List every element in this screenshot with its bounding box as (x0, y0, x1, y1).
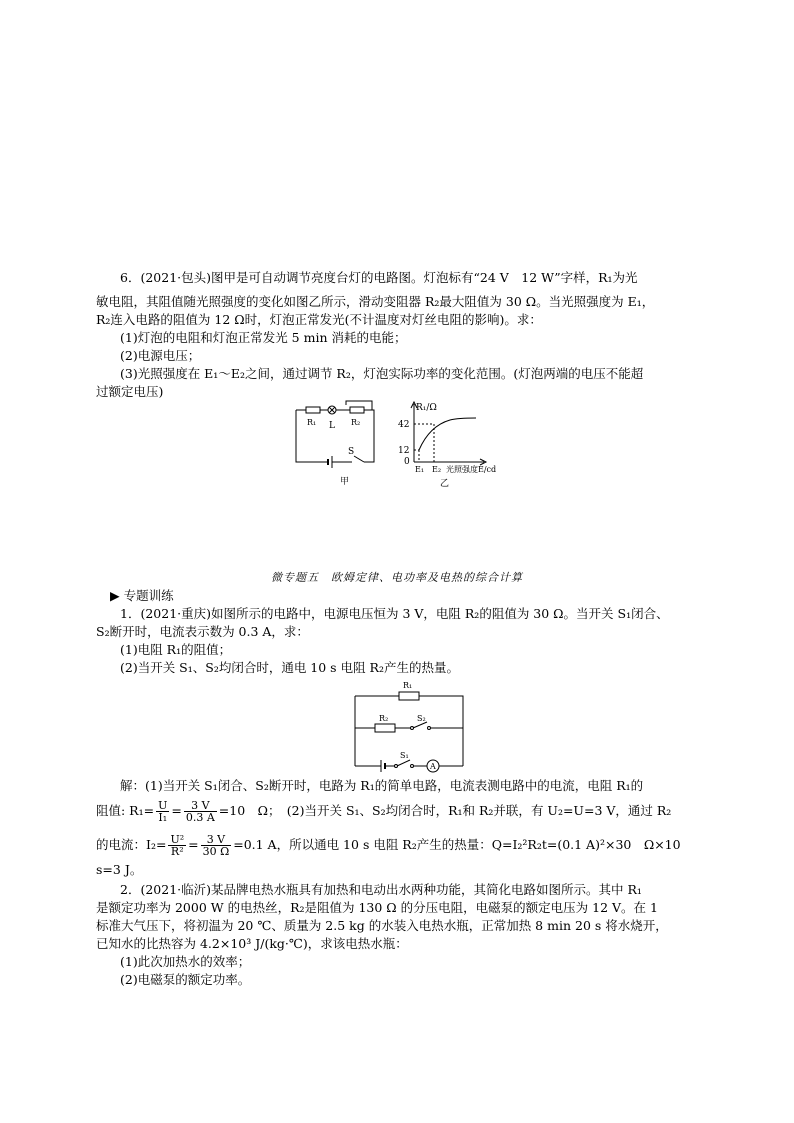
label-r1-jia: R₁ (307, 418, 317, 427)
tick-42: 42 (398, 420, 410, 430)
label-r2-jia: R₂ (351, 418, 361, 427)
q1-solution-line1: 解：(1)当开关 S₁闭合、S₂断开时，电路为 R₁的简单电路，电流表测电路中的电流，电阻 R₁的 (120, 778, 644, 793)
tick-e1: E₁ (415, 465, 425, 474)
label-r1-q1: R₁ (403, 681, 413, 690)
tick-12: 12 (398, 446, 410, 456)
ylabel-yi: R₁/Ω (416, 403, 437, 413)
q2-line3: 标准大气压下，将初温为 20 ℃、质量为 2.5 kg 的水装入电热水瓶，正常加热 8 min 20 s 将水烧开， (96, 918, 668, 933)
section-title: 微专题五 欧姆定律、电功率及电热的综合计算 (271, 571, 523, 584)
q1-sub2: (2)当开关 S₁、S₂均闭合时，通电 10 s 电阻 R₂产生的热量。 (120, 660, 459, 675)
circuit-figure-q1 (345, 676, 475, 776)
q6-line1: 6．(2021·包头)图甲是可自动调节亮度台灯的电路图。灯泡标有“24 V 12 W”字样，R₁为光 (120, 270, 638, 285)
q1-solution-line3: 的电流：I₂= $\frac{\text{U²}}{\text{R²}}$ = $\frac{3 V}{30 \Omega}$ =0.1 A，所以通电 10 s 电阻 R₂产生的热量：Q=I₂²R₂t=(0.1 A)²×30 Ω×10 (96, 833, 681, 858)
q2-line2: 是额定功率为 2000 W 的电热丝，R₂是阻值为 130 Ω 的分压电阻，电磁泵的额定电压为 12 V。在 1 (96, 900, 658, 915)
graph-figure-yi (392, 398, 542, 488)
q6-sub2: (2)电源电压； (120, 348, 201, 363)
q6-sub3b: 过额定电压) (96, 384, 164, 399)
label-s-jia: S (348, 447, 355, 457)
q1-sol2-post: =10 Ω； (2)当开关 S₁、S₂均闭合时，R₁和 R₂并联，有 U₂=U=3 V，通过 R₂ (218, 803, 672, 818)
q1-sol2-pre: 阻值: R₁= (96, 803, 155, 818)
q6-sub1: (1)灯泡的电阻和灯泡正常发光 5 min 消耗的电能； (120, 330, 407, 345)
q2-sub1: (1)此次加热水的效率； (120, 954, 251, 969)
label-l-jia: L (329, 421, 335, 431)
label-s1-q1: S₁ (400, 751, 409, 760)
xlabel-yi: 光照强度E/cd (446, 465, 497, 474)
q6-line3: R₂连入电路的阻值为 12 Ω时，灯泡正常发光(不计温度对灯丝电阻的影响)。求： (96, 312, 542, 327)
section-training-label: ▶ 专题训练 (110, 588, 174, 603)
caption-jia: 甲 (340, 477, 350, 487)
q1-solution-line4: s=3 J。 (96, 862, 143, 877)
q1-sub1: (1)电阻 R₁的阻值； (120, 642, 232, 657)
q1-line2: S₂断开时，电流表示数为 0.3 A，求： (96, 624, 309, 639)
label-s2-q1: S₂ (417, 714, 426, 723)
label-r2-q1: R₂ (379, 714, 389, 723)
q6-sub3a: (3)光照强度在 E₁～E₂之间，通过调节 R₂，灯泡实际功率的变化范围。(灯泡两端的电压不能超 (120, 366, 644, 381)
fraction-3v-over-30ohm: $\frac{3 V}{30 \Omega}$ (202, 833, 230, 858)
fraction-u-over-i: $\frac{U}{\text{I₁}}$ (158, 799, 168, 824)
q2-line1: 2．(2021·临沂)某品牌电热水瓶具有加热和电动出水两种功能，其简化电路如图所示。其中 R₁ (120, 882, 642, 897)
q2-line4: 已知水的比热容为 4.2×10³ J/(kg·℃)，求该电热水瓶： (96, 936, 408, 951)
caption-yi: 乙 (440, 479, 450, 488)
tick-origin: 0 (404, 457, 410, 467)
q1-sol3-post: =0.1 A，所以通电 10 s 电阻 R₂产生的热量：Q=I₂²R₂t=(0.1 A)²×30 Ω×10 (233, 837, 681, 852)
fraction-u2-over-r2: $\frac{\text{U²}}{\text{R²}}$ (170, 833, 185, 858)
circuit-figure-jia (290, 398, 400, 488)
q1-solution-line2: 阻值: R₁= $\frac{U}{\text{I₁}}$ = $\frac{3 V}{0.3 A}$ =10 Ω； (2)当开关 S₁、S₂均闭合时，R₁和 R₂并联，有 U₂=U=3 V，通过 R₂ (96, 799, 672, 824)
q1-line1: 1．(2021·重庆)如图所示的电路中，电源电压恒为 3 V，电阻 R₂的阻值为 30 Ω。当开关 S₁闭合、 (120, 606, 669, 621)
fraction-3v-over-03a: $\frac{3 V}{0.3 A}$ (185, 799, 215, 824)
q2-sub2: (2)电磁泵的额定功率。 (120, 972, 251, 987)
q1-sol3-pre: 的电流：I₂= (96, 837, 167, 852)
tick-e2: E₂ (432, 465, 442, 474)
q6-line2: 敏电阻，其阻值随光照强度的变化如图乙所示，滑动变阻器 R₂最大阻值为 30 Ω。当光照强度为 E₁， (96, 294, 655, 309)
label-ammeter-q1: A (430, 762, 436, 771)
